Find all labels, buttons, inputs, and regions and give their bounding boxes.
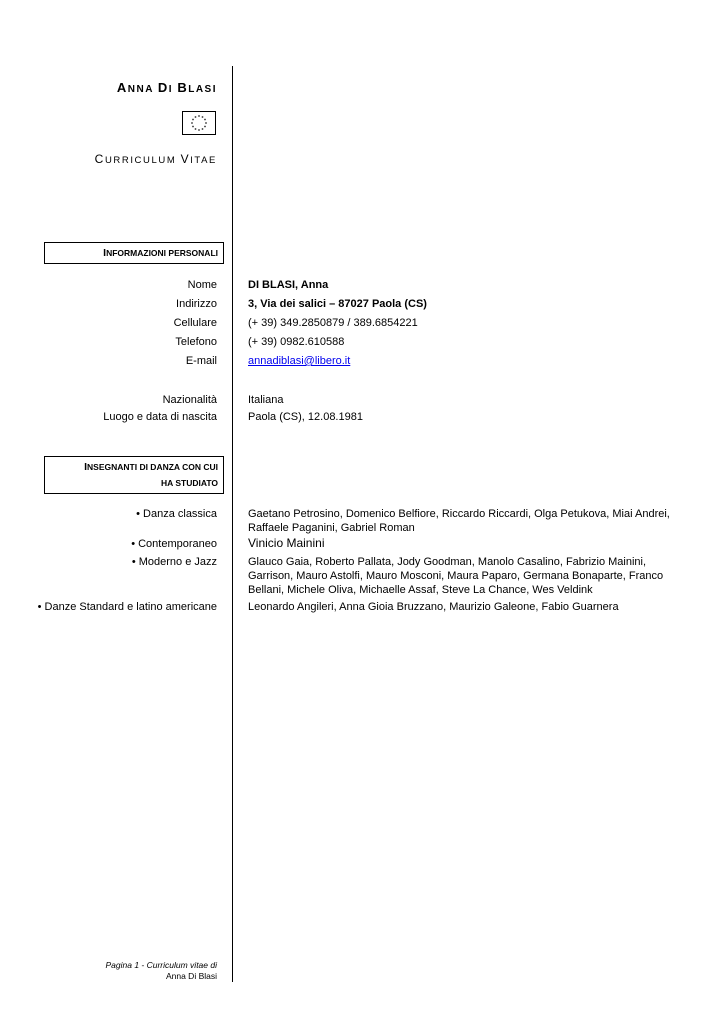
- label-nazionalita: Nazionalità: [162, 394, 217, 406]
- eu-flag-icon: [182, 111, 216, 135]
- cv-owner-name: ANNA DI BLASI: [116, 80, 217, 95]
- value-cellulare: (+ 39) 349.2850879 / 389.6854221: [248, 317, 418, 329]
- label-moderno-jazz: • Moderno e Jazz: [131, 556, 217, 568]
- label-telefono: Telefono: [175, 336, 217, 348]
- label-indirizzo: Indirizzo: [176, 298, 217, 310]
- value-danze-standard: Leonardo Angileri, Anna Gioia Bruzzano, Maurizio Galeone, Fabio Guarnera: [248, 601, 619, 613]
- value-nazionalita: Italiana: [248, 394, 284, 406]
- label-email: E-mail: [185, 355, 217, 367]
- label-cellulare: Cellulare: [173, 317, 217, 329]
- document-title: CURRICULUM VITAE: [94, 152, 217, 166]
- section-heading-personal: INFORMAZIONI PERSONALI: [44, 242, 224, 264]
- value-moderno-jazz: Glauco Gaia, Roberto Pallata, Jody Goodman, Manolo Casalino, Fabrizio Mainini, Garrison, Mauro Astolfi, Mauro Mosconi, Maura Paparo, Germana Bonaparte, Franco Bellani, Michele Oliva, Michaelle Assaf, Steve La Chance, Wes Veldink: [248, 556, 664, 596]
- value-indirizzo: 3, Via dei salici – 87027 Paola (CS): [248, 298, 427, 310]
- value-contemporaneo: Vinicio Mainini: [248, 536, 325, 550]
- page-footer: [106, 960, 218, 982]
- email-link[interactable]: annadiblasi@libero.it: [248, 355, 351, 367]
- label-danza-classica: • Danza classica: [136, 508, 217, 520]
- label-luogo-data-nascita: Luogo e data di nascita: [103, 411, 217, 423]
- footer-page-line: Pagina 1 - Curriculum vitae di: [105, 960, 217, 970]
- label-danze-standard: • Danze Standard e latino americane: [37, 601, 217, 613]
- section-heading-teachers: INSEGNANTI DI DANZA CON CUI HA STUDIATO: [44, 456, 224, 494]
- value-telefono: (+ 39) 0982.610588: [248, 336, 345, 348]
- label-nome: Nome: [187, 279, 217, 291]
- value-danza-classica: Gaetano Petrosino, Domenico Belfiore, Riccardo Riccardi, Olga Petukova, Miai Andrei, Raffaele Paganini, Gabriel Roman: [248, 508, 670, 534]
- label-contemporaneo: • Contemporaneo: [131, 538, 217, 550]
- vertical-divider: [232, 66, 233, 982]
- value-luogo-data-nascita: Paola (CS), 12.08.1981: [248, 411, 363, 423]
- footer-name-line: Anna Di Blasi: [165, 971, 217, 981]
- value-nome: DI BLASI, Anna: [248, 279, 329, 291]
